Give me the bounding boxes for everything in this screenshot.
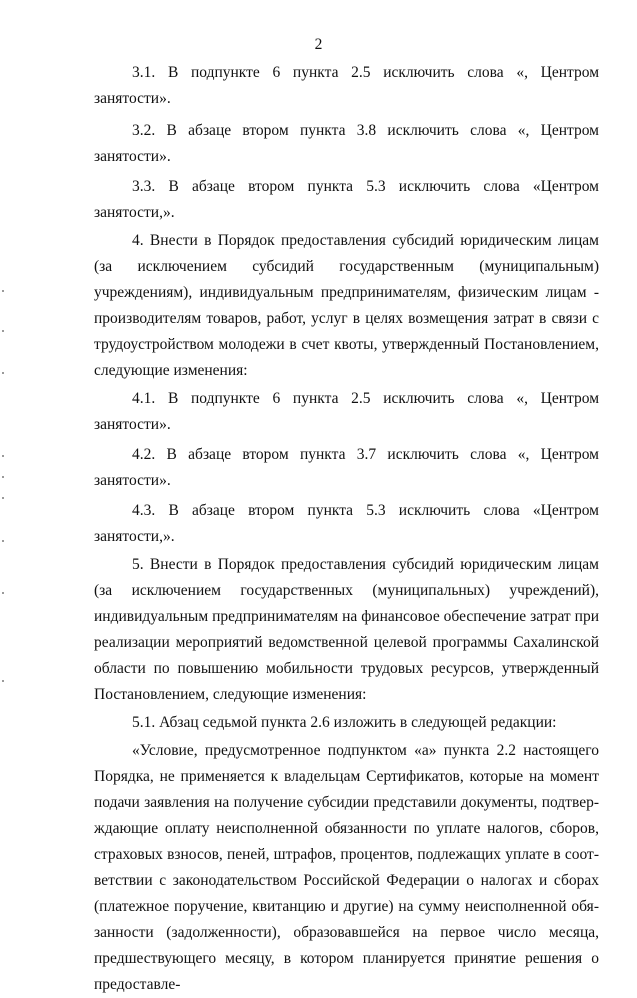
paragraph-quote: «Условие, предусмотренное подпунктом «а» пункта 2.2 настоящего Порядка, не применяется к владельцам Сертификатов, которые на момент подачи заявления на получение субсидии представили документы, подтверждающие оплату неисполненной обязанности по уплате налогов, сборов, страховых взносов, пеней, штрафов, процентов, подлежащих уплате в соответствии с законодательством Российской Федерации о налогах и сборах (платежное поручение, квитанцию и другие) на сумму неисполненной обязанности (задолженности), образовавшейся на первое число месяца, предшествующего месяцу, в котором планируется принятие решения о предоставле- — [94, 742, 599, 993]
scan-speck — [2, 540, 4, 542]
scan-speck — [2, 330, 4, 332]
paragraph-4: 4. Внести в Порядок предоставления субсидий юридическим лицам (за исключением субсидий государственным (муниципальным) учреждениям), индивидуальным предпринимателям, физическим лицам - производителям товаров, работ, услуг в целях возмещения затрат в связи с трудоустройством молодежи в счет квоты, утвержденный Постановлением, следующие изменения: — [94, 232, 599, 379]
paragraph-3-2: 3.2. В абзаце втором пункта 3.8 исключить слова «, Центром занятости». — [94, 122, 599, 165]
scan-speck — [2, 455, 4, 457]
paragraph-5-1: 5.1. Абзац седьмой пункта 2.6 изложить в следующей редакции: — [132, 714, 557, 731]
document-body — [94, 60, 599, 998]
scan-speck — [2, 592, 4, 594]
page-number: 2 — [314, 36, 323, 53]
paragraph-3-3: 3.3. В абзаце втором пункта 5.3 исключить слова «Центром занятости,». — [94, 178, 599, 221]
paragraph-4-2: 4.2. В абзаце втором пункта 3.7 исключить слова «, Центром занятости». — [94, 446, 599, 489]
scan-speck — [2, 372, 4, 374]
paragraph-4-3: 4.3. В абзаце втором пункта 5.3 исключить слова «Центром занятости,». — [94, 502, 599, 545]
paragraph-4-1: 4.1. В подпункте 6 пункта 2.5 исключить слова «, Центром занятости». — [94, 390, 599, 433]
paragraph-3-1: 3.1. В подпункте 6 пункта 2.5 исключить слова «, Центром занятости». — [94, 64, 599, 107]
paragraph-5: 5. Внести в Порядок предоставления субсидий юридическим лицам (за исключением государственных (муниципальных) учреждений), индивидуальным предпринимателям на финансовое обеспечение затрат при реализации мероприятий ведомственной целевой программы Сахалинской области по повышению мобильности трудовых ресурсов, утвержденный Постановлением, следующие изменения: — [94, 556, 599, 703]
scan-speck — [2, 497, 4, 499]
scan-speck — [2, 290, 4, 292]
scan-speck — [2, 476, 4, 478]
scan-speck — [2, 680, 4, 682]
